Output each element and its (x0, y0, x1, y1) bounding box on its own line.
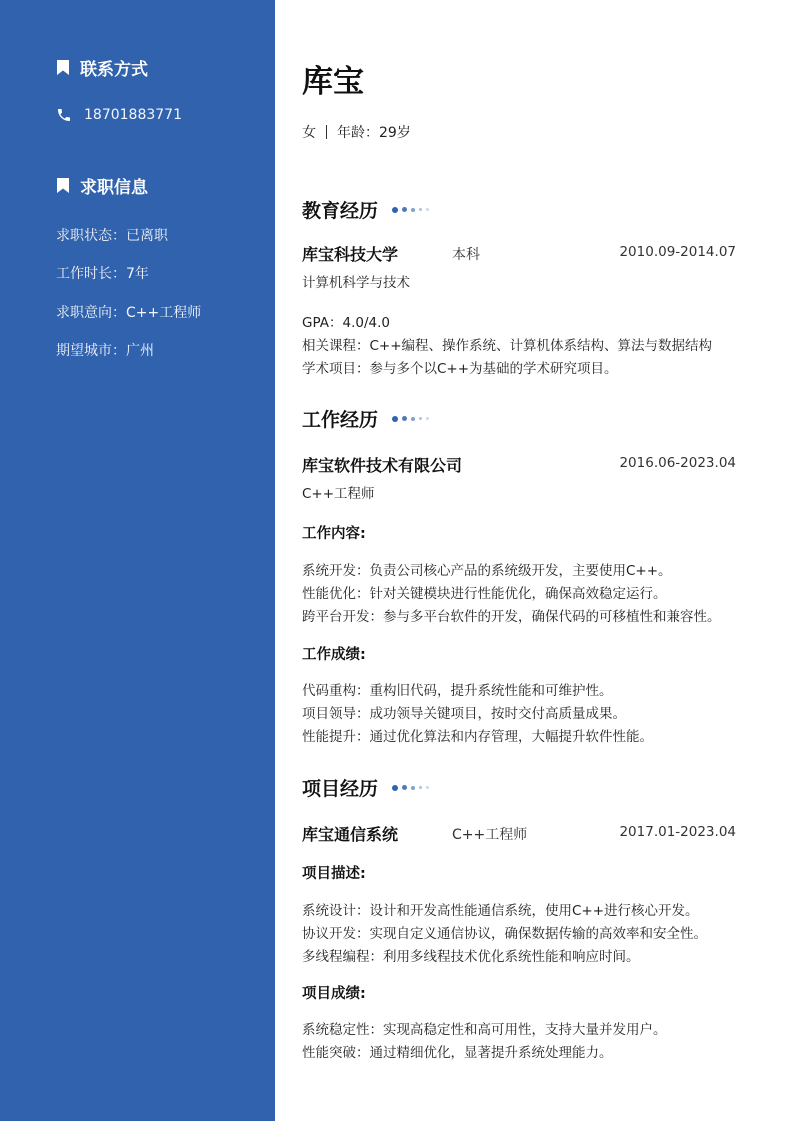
major: 计算机科学与技术 (302, 275, 410, 291)
person-name: 库宝 (302, 64, 364, 100)
divider (326, 125, 327, 139)
education-date: 2010.09-2014.07 (619, 244, 736, 260)
contact-heading (56, 55, 148, 80)
education-section-title (302, 196, 429, 223)
work-achievement: 性能提升：通过优化算法和内存管理，大幅提升软件性能。 (302, 729, 653, 745)
work-content-title: 工作内容: (302, 526, 366, 542)
work-achievement: 代码重构：重构旧代码，提升系统性能和可维护性。 (302, 683, 613, 699)
project-desc-title: 项目描述: (302, 866, 366, 882)
project-desc-item: 系统设计：设计和开发高性能通信系统，使用C++进行核心开发。 (302, 903, 699, 919)
expected-city: 期望城市：广州 (56, 343, 154, 359)
work-header (302, 453, 736, 476)
job-heading (56, 173, 148, 198)
project-achievement: 性能突破：通过精细优化，显著提升系统处理能力。 (302, 1045, 613, 1061)
job-status: 求职状态：已离职 (56, 228, 168, 244)
project-role: C++工程师 (452, 827, 528, 843)
project-name: 库宝通信系统 (302, 825, 399, 844)
project-achieve-title: 项目成绩: (302, 986, 366, 1002)
work-achieve-title: 工作成绩: (302, 647, 366, 663)
education-title-text: 教育经历 (302, 200, 379, 222)
work-achievement: 项目领导：成功领导关键项目，按时交付高质量成果。 (302, 706, 626, 722)
school-name: 库宝科技大学 (302, 245, 399, 264)
phone-row (56, 107, 182, 123)
sidebar (0, 0, 275, 1121)
degree: 本科 (452, 247, 480, 263)
job-title: 求职信息 (80, 178, 148, 198)
project-achievement: 系统稳定性：实现高稳定性和高可用性，支持大量并发用户。 (302, 1022, 667, 1038)
phone-number: 18701883771 (84, 107, 182, 123)
project-header (302, 822, 736, 845)
work-content-item: 跨平台开发：参与多平台软件的开发，确保代码的可移植性和兼容性。 (302, 609, 721, 625)
project-date: 2017.01-2023.04 (619, 824, 736, 840)
project-title-text: 项目经历 (302, 778, 379, 800)
education-detail: GPA：4.0/4.0 (302, 315, 390, 331)
decor-dots (392, 416, 429, 422)
project-desc-item: 多线程编程：利用多线程技术优化系统性能和响应时间。 (302, 949, 640, 965)
contact-title: 联系方式 (80, 60, 148, 80)
work-years: 工作时长：7年 (56, 266, 149, 282)
work-role: C++工程师 (302, 486, 375, 502)
decor-dots (392, 207, 429, 213)
gender: 女 (302, 125, 316, 141)
work-date: 2016.06-2023.04 (619, 455, 736, 471)
work-section-title (302, 405, 429, 432)
education-detail: 相关课程：C++编程、操作系统、计算机体系结构、算法与数据结构 (302, 338, 713, 354)
work-title-text: 工作经历 (302, 409, 379, 431)
project-section-title (302, 774, 429, 801)
bookmark-icon (56, 177, 70, 194)
decor-dots (392, 785, 429, 791)
work-content-item: 系统开发：负责公司核心产品的系统级开发，主要使用C++。 (302, 563, 672, 579)
work-content-item: 性能优化：针对关键模块进行性能优化，确保高效稳定运行。 (302, 586, 667, 602)
age: 年龄：29岁 (337, 125, 411, 141)
basic-info (302, 122, 411, 142)
job-intention: 求职意向：C++工程师 (56, 305, 202, 321)
company-name: 库宝软件技术有限公司 (302, 456, 463, 475)
project-desc-item: 协议开发：实现自定义通信协议，确保数据传输的高效率和安全性。 (302, 926, 707, 942)
education-detail: 学术项目：参与多个以C++为基础的学术研究项目。 (302, 361, 618, 377)
phone-icon (56, 107, 72, 123)
education-header (302, 242, 736, 265)
bookmark-icon (56, 59, 70, 76)
